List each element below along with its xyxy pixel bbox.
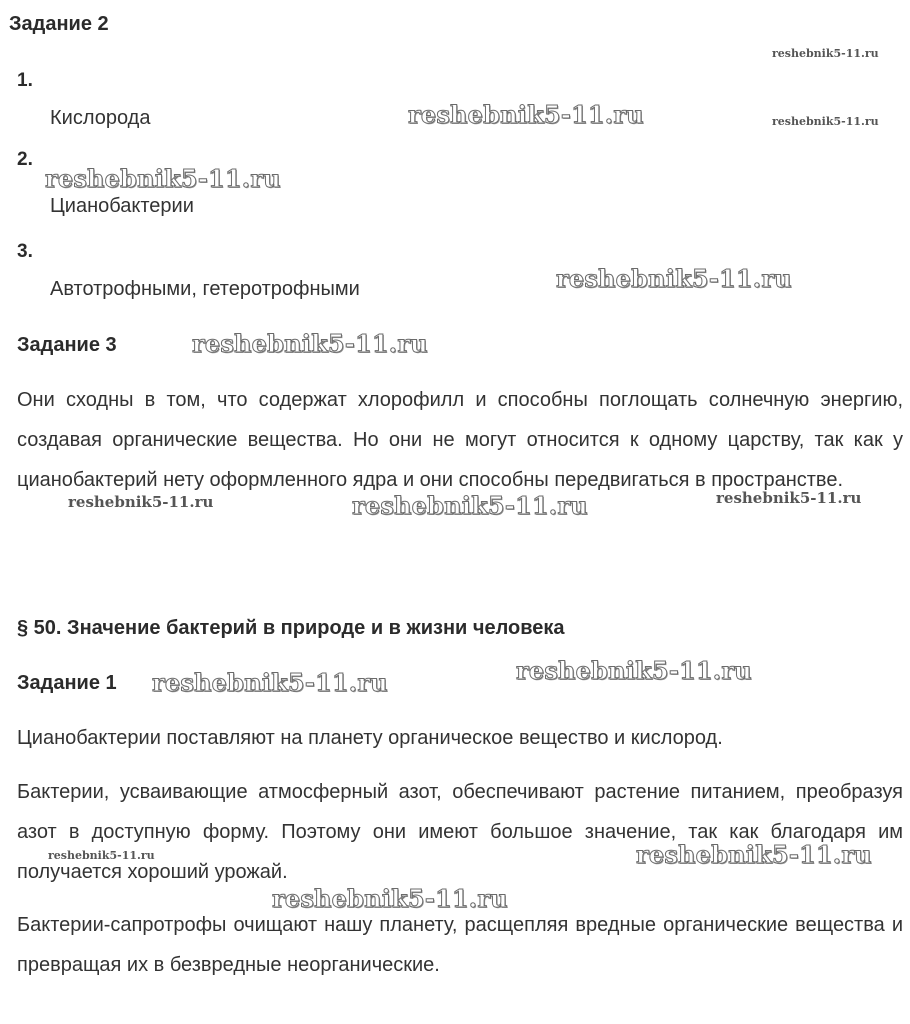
task1-heading: Задание 1	[17, 672, 117, 694]
watermark: reshebnik5-11.ru	[45, 164, 281, 193]
task2-item-2-answer: Цианобактерии	[50, 195, 194, 217]
watermark: reshebnik5-11.ru	[68, 493, 214, 511]
watermark: reshebnik5-11.ru	[48, 849, 155, 862]
watermark: reshebnik5-11.ru	[352, 491, 588, 520]
task1-paragraph-2: Бактерии, усваивающие атмосферный азот, обеспечивают растение питанием, преобразуя азот в доступную форму. Поэтому они имеют большое значение, так как благодаря им получается хороший урожай.	[17, 781, 903, 883]
task2-item-3-answer: Автотрофными, гетеротрофными	[50, 278, 360, 300]
task2-heading: Задание 2	[9, 13, 109, 35]
task3-answer-text: Они сходны в том, что содержат хлорофилл и способны поглощать солнечную энергию, создавая органические вещества. Но они не могут относится к одному царству, так как у цианобактерий нету оформленного ядра и они способны передвигаться в пространстве.	[17, 389, 903, 491]
task2-item-2-number: 2.	[17, 149, 33, 170]
watermark: reshebnik5-11.ru	[772, 47, 879, 60]
task1-paragraph-1: Цианобактерии поставляют на планету органическое вещество и кислород.	[17, 727, 723, 749]
task3-heading: Задание 3	[17, 334, 117, 356]
task2-item-1-answer: Кислорода	[50, 107, 151, 129]
watermark: reshebnik5-11.ru	[516, 656, 752, 685]
watermark: reshebnik5-11.ru	[152, 668, 388, 697]
watermark: reshebnik5-11.ru	[772, 115, 879, 128]
task1-paragraph-3: Бактерии-сапротрофы очищают нашу планету, расщепляя вредные органические вещества и превращая их в безвредные неорганические.	[17, 914, 903, 976]
task2-item-3-number: 3.	[17, 241, 33, 262]
watermark: reshebnik5-11.ru	[716, 489, 862, 507]
watermark: reshebnik5-11.ru	[192, 329, 428, 358]
watermark: reshebnik5-11.ru	[408, 100, 644, 129]
task2-item-1-number: 1.	[17, 70, 33, 91]
watermark: reshebnik5-11.ru	[636, 840, 872, 869]
watermark: reshebnik5-11.ru	[556, 264, 792, 293]
watermark: reshebnik5-11.ru	[272, 884, 508, 913]
section-title: § 50. Значение бактерий в природе и в жизни человека	[17, 617, 565, 639]
